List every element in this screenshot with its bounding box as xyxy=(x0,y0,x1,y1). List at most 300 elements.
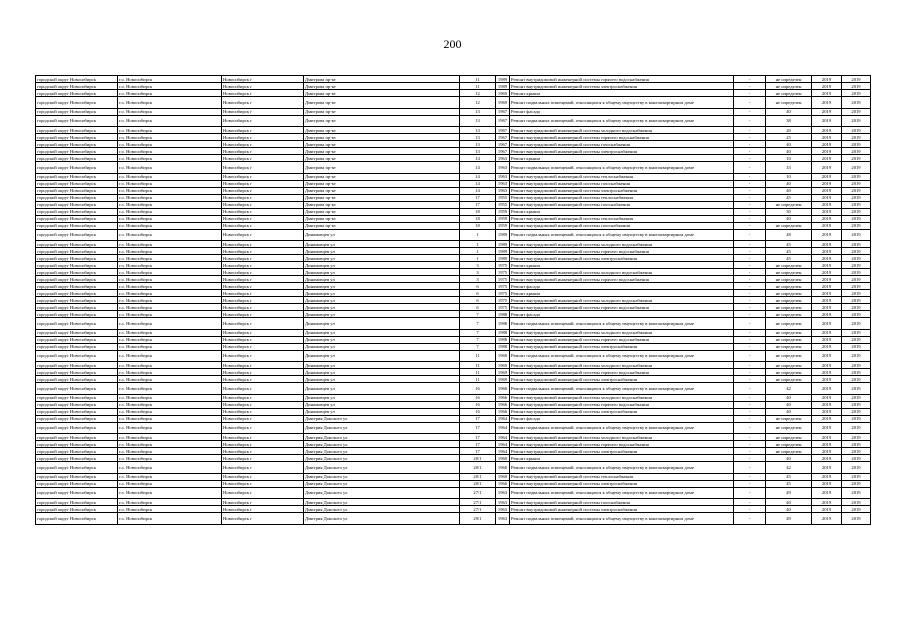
year-start-cell: 2019 xyxy=(812,336,842,343)
build-year-cell: 1975 xyxy=(496,290,510,297)
volume-cell: не определен xyxy=(766,369,812,376)
house-number-cell: 16 xyxy=(460,394,496,401)
work-type-cell: Ремонт внутридомовой инженерной системы газоснабжения xyxy=(510,201,734,208)
year-start-cell: 2019 xyxy=(812,350,842,362)
year-start-cell: 2019 xyxy=(812,506,842,513)
table-row xyxy=(36,155,871,162)
settlement-cell: г.о. Новосибирск xyxy=(118,187,222,194)
work-type-cell: Ремонт фасада xyxy=(510,311,734,318)
house-number-cell: 18 xyxy=(460,208,496,215)
table-row xyxy=(36,148,871,155)
municipality-cell: городской округ Новосибирск xyxy=(36,329,118,336)
work-type-cell: Ремонт внутридомовой инженерной системы электроснабжения xyxy=(510,376,734,383)
work-type-cell: Ремонт подвальных помещений, относящихся к общему имуществу в многоквартирном доме xyxy=(510,422,734,434)
dash-cell: - xyxy=(734,127,766,134)
volume-cell: 45 xyxy=(766,248,812,255)
dash-cell: - xyxy=(734,283,766,290)
municipality-cell: городской округ Новосибирск xyxy=(36,215,118,222)
settlement-cell: г.о. Новосибирск xyxy=(118,262,222,269)
year-start-cell: 2019 xyxy=(812,108,842,115)
dash-cell: - xyxy=(734,304,766,311)
street-cell: Дмитрия Донского ул xyxy=(304,480,460,487)
street-cell: Динамовцев ул xyxy=(304,311,460,318)
settlement-cell: г.о. Новосибирск xyxy=(118,408,222,415)
build-year-cell: 1969 xyxy=(496,350,510,362)
dash-cell: - xyxy=(734,408,766,415)
year-end-cell: 2019 xyxy=(842,350,871,362)
work-type-cell: Ремонт внутридомовой инженерной системы электроснабжения xyxy=(510,83,734,90)
year-end-cell: 2019 xyxy=(842,369,871,376)
year-start-cell: 2019 xyxy=(812,134,842,141)
city-cell: Новосибирск г xyxy=(222,269,304,276)
street-cell: Динамовцев ул xyxy=(304,255,460,262)
table-row xyxy=(36,208,871,215)
settlement-cell: г.о. Новосибирск xyxy=(118,276,222,283)
year-end-cell: 2019 xyxy=(842,283,871,290)
municipality-cell: городской округ Новосибирск xyxy=(36,148,118,155)
year-start-cell: 2019 xyxy=(812,222,842,229)
house-number-cell: 16 xyxy=(460,383,496,395)
dash-cell: - xyxy=(734,487,766,499)
table-row xyxy=(36,269,871,276)
city-cell: Новосибирск г xyxy=(222,473,304,480)
dash-cell: - xyxy=(734,434,766,441)
city-cell: Новосибирск г xyxy=(222,255,304,262)
municipality-cell: городской округ Новосибирск xyxy=(36,473,118,480)
house-number-cell: 12 xyxy=(460,90,496,97)
city-cell: Новосибирск г xyxy=(222,248,304,255)
volume-cell: не определен xyxy=(766,304,812,311)
street-cell: Динамовцев ул xyxy=(304,408,460,415)
volume-cell: 45 xyxy=(766,241,812,248)
year-start-cell: 2019 xyxy=(812,434,842,441)
municipality-cell: городской округ Новосибирск xyxy=(36,394,118,401)
build-year-cell: 1988 xyxy=(496,311,510,318)
city-cell: Новосибирск г xyxy=(222,148,304,155)
volume-cell: 38 xyxy=(766,115,812,127)
year-end-cell: 2019 xyxy=(842,408,871,415)
settlement-cell: г.о. Новосибирск xyxy=(118,506,222,513)
year-start-cell: 2019 xyxy=(812,229,842,241)
build-year-cell: 1988 xyxy=(496,329,510,336)
house-number-cell: 7 xyxy=(460,336,496,343)
table-row xyxy=(36,134,871,141)
work-type-cell: Ремонт подвальных помещений, относящихся к общему имуществу в многоквартирном доме xyxy=(510,97,734,109)
year-start-cell: 2019 xyxy=(812,401,842,408)
settlement-cell: г.о. Новосибирск xyxy=(118,318,222,330)
build-year-cell: 1960 xyxy=(496,473,510,480)
year-start-cell: 2019 xyxy=(812,276,842,283)
build-year-cell: 1964 xyxy=(496,448,510,455)
municipality-cell: городской округ Новосибирск xyxy=(36,383,118,395)
dash-cell: - xyxy=(734,262,766,269)
city-cell: Новосибирск г xyxy=(222,187,304,194)
year-start-cell: 2019 xyxy=(812,329,842,336)
year-end-cell: 2019 xyxy=(842,97,871,109)
city-cell: Новосибирск г xyxy=(222,408,304,415)
year-end-cell: 2019 xyxy=(842,222,871,229)
work-type-cell: Ремонт внутридомовой инженерной системы горячего водоснабжения xyxy=(510,134,734,141)
volume-cell: не определен xyxy=(766,311,812,318)
year-end-cell: 2019 xyxy=(842,108,871,115)
volume-cell: не определен xyxy=(766,83,812,90)
build-year-cell: 1975 xyxy=(496,269,510,276)
settlement-cell: г.о. Новосибирск xyxy=(118,394,222,401)
street-cell: Динамовцев ул xyxy=(304,362,460,369)
municipality-cell: городской округ Новосибирск xyxy=(36,162,118,174)
dash-cell: - xyxy=(734,513,766,525)
settlement-cell: г.о. Новосибирск xyxy=(118,441,222,448)
dash-cell: - xyxy=(734,506,766,513)
city-cell: Новосибирск г xyxy=(222,487,304,499)
street-cell: Динамовцев ул xyxy=(304,343,460,350)
year-start-cell: 2019 xyxy=(812,208,842,215)
year-end-cell: 2019 xyxy=(842,415,871,422)
dash-cell: - xyxy=(734,90,766,97)
settlement-cell: г.о. Новосибирск xyxy=(118,513,222,525)
city-cell: Новосибирск г xyxy=(222,276,304,283)
house-number-cell: 17 xyxy=(460,448,496,455)
year-start-cell: 2019 xyxy=(812,318,842,330)
municipality-cell: городской округ Новосибирск xyxy=(36,127,118,134)
build-year-cell: 1989 xyxy=(496,248,510,255)
work-type-cell: Ремонт внутридомовой инженерной системы теплоснабжения xyxy=(510,215,734,222)
municipality-cell: городской округ Новосибирск xyxy=(36,229,118,241)
year-start-cell: 2019 xyxy=(812,162,842,174)
table-row xyxy=(36,336,871,343)
work-type-cell: Ремонт фасада xyxy=(510,108,734,115)
house-number-cell: 27/1 xyxy=(460,487,496,499)
dash-cell: - xyxy=(734,187,766,194)
street-cell: Дмитрия Донского ул xyxy=(304,473,460,480)
street-cell: Дмитрова пр-кт xyxy=(304,208,460,215)
settlement-cell: г.о. Новосибирск xyxy=(118,336,222,343)
street-cell: Дмитрия Донского ул xyxy=(304,441,460,448)
settlement-cell: г.о. Новосибирск xyxy=(118,201,222,208)
house-number-cell: 6 xyxy=(460,297,496,304)
city-cell: Новосибирск г xyxy=(222,162,304,174)
city-cell: Новосибирск г xyxy=(222,76,304,83)
settlement-cell: г.о. Новосибирск xyxy=(118,229,222,241)
city-cell: Новосибирск г xyxy=(222,376,304,383)
year-end-cell: 2019 xyxy=(842,155,871,162)
year-end-cell: 2019 xyxy=(842,276,871,283)
street-cell: Дмитрия Донского ул xyxy=(304,506,460,513)
year-start-cell: 2019 xyxy=(812,115,842,127)
table-row xyxy=(36,83,871,90)
work-type-cell: Ремонт внутридомовой инженерной системы холодного водоснабжения xyxy=(510,362,734,369)
city-cell: Новосибирск г xyxy=(222,462,304,474)
build-year-cell: 1969 xyxy=(496,90,510,97)
dash-cell: - xyxy=(734,276,766,283)
volume-cell: не определен xyxy=(766,441,812,448)
city-cell: Новосибирск г xyxy=(222,241,304,248)
street-cell: Дмитрова пр-кт xyxy=(304,127,460,134)
dash-cell: - xyxy=(734,134,766,141)
settlement-cell: г.о. Новосибирск xyxy=(118,415,222,422)
volume-cell: не определен xyxy=(766,362,812,369)
volume-cell: не определен xyxy=(766,283,812,290)
settlement-cell: г.о. Новосибирск xyxy=(118,97,222,109)
street-cell: Динамовцев ул xyxy=(304,369,460,376)
table-row xyxy=(36,127,871,134)
house-number-cell: 13 xyxy=(460,141,496,148)
settlement-cell: г.о. Новосибирск xyxy=(118,173,222,180)
build-year-cell: 1964 xyxy=(496,434,510,441)
table-row xyxy=(36,441,871,448)
table-row xyxy=(36,415,871,422)
table-row xyxy=(36,462,871,474)
year-end-cell: 2019 xyxy=(842,455,871,462)
dash-cell: - xyxy=(734,97,766,109)
dash-cell: - xyxy=(734,115,766,127)
work-type-cell: Ремонт крыши xyxy=(510,290,734,297)
year-end-cell: 2019 xyxy=(842,311,871,318)
municipality-cell: городской округ Новосибирск xyxy=(36,155,118,162)
house-number-cell: 16 xyxy=(460,408,496,415)
year-end-cell: 2019 xyxy=(842,506,871,513)
volume-cell: не определен xyxy=(766,90,812,97)
settlement-cell: г.о. Новосибирск xyxy=(118,108,222,115)
street-cell: Дмитрия Донского ул xyxy=(304,434,460,441)
settlement-cell: г.о. Новосибирск xyxy=(118,401,222,408)
city-cell: Новосибирск г xyxy=(222,422,304,434)
build-year-cell: 1963 xyxy=(496,162,510,174)
volume-cell: не определен xyxy=(766,290,812,297)
house-number-cell: 17 xyxy=(460,201,496,208)
municipality-cell: городской округ Новосибирск xyxy=(36,180,118,187)
municipality-cell: городской округ Новосибирск xyxy=(36,304,118,311)
settlement-cell: г.о. Новосибирск xyxy=(118,127,222,134)
table-row xyxy=(36,97,871,109)
volume-cell: 40 xyxy=(766,215,812,222)
dash-cell: - xyxy=(734,222,766,229)
year-end-cell: 2019 xyxy=(842,148,871,155)
table-row xyxy=(36,241,871,248)
settlement-cell: г.о. Новосибирск xyxy=(118,448,222,455)
work-type-cell: Ремонт внутридомовой инженерной системы электроснабжения xyxy=(510,448,734,455)
settlement-cell: г.о. Новосибирск xyxy=(118,248,222,255)
municipality-cell: городской округ Новосибирск xyxy=(36,311,118,318)
year-end-cell: 2019 xyxy=(842,180,871,187)
year-end-cell: 2019 xyxy=(842,499,871,506)
year-start-cell: 2019 xyxy=(812,83,842,90)
year-end-cell: 2019 xyxy=(842,241,871,248)
municipality-cell: городской округ Новосибирск xyxy=(36,269,118,276)
year-start-cell: 2019 xyxy=(812,215,842,222)
year-end-cell: 2019 xyxy=(842,187,871,194)
volume-cell: не определен xyxy=(766,329,812,336)
house-number-cell: 14 xyxy=(460,162,496,174)
volume-cell: 10 xyxy=(766,155,812,162)
year-end-cell: 2019 xyxy=(842,362,871,369)
volume-cell: не определен xyxy=(766,376,812,383)
work-type-cell: Ремонт подвальных помещений, относящихся к общему имуществу в многоквартирном доме xyxy=(510,318,734,330)
year-start-cell: 2019 xyxy=(812,422,842,434)
street-cell: Динамовцев ул xyxy=(304,241,460,248)
table-row xyxy=(36,248,871,255)
volume-cell: 40 xyxy=(766,455,812,462)
street-cell: Дмитрова пр-кт xyxy=(304,115,460,127)
year-end-cell: 2019 xyxy=(842,90,871,97)
table-row xyxy=(36,297,871,304)
municipality-cell: городской округ Новосибирск xyxy=(36,362,118,369)
volume-cell: не определен xyxy=(766,262,812,269)
street-cell: Дмитрия Донского ул xyxy=(304,448,460,455)
build-year-cell: 1975 xyxy=(496,262,510,269)
year-end-cell: 2019 xyxy=(842,76,871,83)
municipality-cell: городской округ Новосибирск xyxy=(36,115,118,127)
year-end-cell: 2019 xyxy=(842,318,871,330)
year-start-cell: 2019 xyxy=(812,480,842,487)
volume-cell: 42 xyxy=(766,383,812,395)
table-row xyxy=(36,180,871,187)
city-cell: Новосибирск г xyxy=(222,173,304,180)
build-year-cell: 1960 xyxy=(496,480,510,487)
volume-cell: не определен xyxy=(766,222,812,229)
house-number-cell: 6 xyxy=(460,283,496,290)
work-type-cell: Ремонт внутридомовой инженерной системы теплоснабжения xyxy=(510,473,734,480)
settlement-cell: г.о. Новосибирск xyxy=(118,422,222,434)
street-cell: Дмитрова пр-кт xyxy=(304,134,460,141)
street-cell: Динамовцев ул xyxy=(304,318,460,330)
dash-cell: - xyxy=(734,422,766,434)
municipality-cell: городской округ Новосибирск xyxy=(36,343,118,350)
build-year-cell: 1963 xyxy=(496,173,510,180)
dash-cell: - xyxy=(734,173,766,180)
house-number-cell: 29/1 xyxy=(460,513,496,525)
street-cell: Дмитрия Донского ул xyxy=(304,455,460,462)
street-cell: Дмитрова пр-кт xyxy=(304,108,460,115)
street-cell: Дмитрова пр-кт xyxy=(304,215,460,222)
year-end-cell: 2019 xyxy=(842,343,871,350)
dash-cell: - xyxy=(734,383,766,395)
volume-cell: 48 xyxy=(766,229,812,241)
street-cell: Динамовцев ул xyxy=(304,350,460,362)
municipality-cell: городской округ Новосибирск xyxy=(36,462,118,474)
year-end-cell: 2019 xyxy=(842,255,871,262)
settlement-cell: г.о. Новосибирск xyxy=(118,362,222,369)
dash-cell: - xyxy=(734,318,766,330)
municipality-cell: городской округ Новосибирск xyxy=(36,401,118,408)
work-type-cell: Ремонт внутридомовой инженерной системы горячего водоснабжения xyxy=(510,369,734,376)
work-type-cell: Ремонт крыши xyxy=(510,208,734,215)
house-number-cell: 7 xyxy=(460,311,496,318)
street-cell: Дмитрова пр-кт xyxy=(304,173,460,180)
work-type-cell: Ремонт внутридомовой инженерной системы электроснабжения xyxy=(510,343,734,350)
work-type-cell: Ремонт внутридомовой инженерной системы холодного водоснабжения xyxy=(510,329,734,336)
year-end-cell: 2019 xyxy=(842,462,871,474)
year-end-cell: 2019 xyxy=(842,329,871,336)
year-start-cell: 2019 xyxy=(812,141,842,148)
municipality-cell: городской округ Новосибирск xyxy=(36,455,118,462)
volume-cell: 40 xyxy=(766,187,812,194)
dash-cell: - xyxy=(734,311,766,318)
municipality-cell: городской округ Новосибирск xyxy=(36,336,118,343)
city-cell: Новосибирск г xyxy=(222,311,304,318)
work-type-cell: Ремонт внутридомовой инженерной системы холодного водоснабжения xyxy=(510,269,734,276)
municipality-cell: городской округ Новосибирск xyxy=(36,97,118,109)
year-end-cell: 2019 xyxy=(842,441,871,448)
volume-cell: 30 xyxy=(766,208,812,215)
street-cell: Динамовцев ул xyxy=(304,229,460,241)
settlement-cell: г.о. Новосибирск xyxy=(118,269,222,276)
build-year-cell: 1989 xyxy=(496,76,510,83)
street-cell: Дмитрия Донского ул xyxy=(304,513,460,525)
table-row xyxy=(36,229,871,241)
year-start-cell: 2019 xyxy=(812,369,842,376)
volume-cell: 40 xyxy=(766,506,812,513)
city-cell: Новосибирск г xyxy=(222,194,304,201)
settlement-cell: г.о. Новосибирск xyxy=(118,141,222,148)
work-type-cell: Ремонт внутридомовой инженерной системы холодного водоснабжения xyxy=(510,394,734,401)
year-start-cell: 2019 xyxy=(812,290,842,297)
house-number-cell: 18 xyxy=(460,215,496,222)
city-cell: Новосибирск г xyxy=(222,480,304,487)
year-end-cell: 2019 xyxy=(842,401,871,408)
house-number-cell: 17 xyxy=(460,422,496,434)
year-start-cell: 2019 xyxy=(812,283,842,290)
street-cell: Динамовцев ул xyxy=(304,376,460,383)
dash-cell: - xyxy=(734,155,766,162)
house-number-cell: 17 xyxy=(460,194,496,201)
page-number: 200 xyxy=(443,37,462,51)
volume-cell: не определен xyxy=(766,336,812,343)
year-end-cell: 2019 xyxy=(842,194,871,201)
work-type-cell: Ремонт внутридомовой инженерной системы холодного водоснабжения xyxy=(510,127,734,134)
year-start-cell: 2019 xyxy=(812,408,842,415)
year-end-cell: 2019 xyxy=(842,376,871,383)
settlement-cell: г.о. Новосибирск xyxy=(118,115,222,127)
street-cell: Динамовцев ул xyxy=(304,383,460,395)
build-year-cell: 1975 xyxy=(496,297,510,304)
table-row xyxy=(36,201,871,208)
build-year-cell: 1975 xyxy=(496,283,510,290)
volume-cell: 40 xyxy=(766,108,812,115)
city-cell: Новосибирск г xyxy=(222,513,304,525)
settlement-cell: г.о. Новосибирск xyxy=(118,290,222,297)
settlement-cell: г.о. Новосибирск xyxy=(118,434,222,441)
volume-cell: 40 xyxy=(766,499,812,506)
year-end-cell: 2019 xyxy=(842,201,871,208)
city-cell: Новосибирск г xyxy=(222,283,304,290)
street-cell: Динамовцев ул xyxy=(304,290,460,297)
work-type-cell: Ремонт внутридомовой инженерной системы горячего водоснабжения xyxy=(510,441,734,448)
volume-cell: 42 xyxy=(766,462,812,474)
work-type-cell: Ремонт подвальных помещений, относящихся к общему имуществу в многоквартирном доме xyxy=(510,513,734,525)
dash-cell: - xyxy=(734,455,766,462)
table-row xyxy=(36,276,871,283)
municipality-cell: городской округ Новосибирск xyxy=(36,276,118,283)
work-type-cell: Ремонт внутридомовой инженерной системы горячего водоснабжения xyxy=(510,401,734,408)
street-cell: Динамовцев ул xyxy=(304,276,460,283)
city-cell: Новосибирск г xyxy=(222,401,304,408)
year-start-cell: 2019 xyxy=(812,201,842,208)
settlement-cell: г.о. Новосибирск xyxy=(118,222,222,229)
table-row xyxy=(36,473,871,480)
work-type-cell: Ремонт подвальных помещений, относящихся к общему имуществу в многоквартирном доме xyxy=(510,350,734,362)
house-number-cell: 1 xyxy=(460,248,496,255)
municipality-cell: городской округ Новосибирск xyxy=(36,376,118,383)
table-row xyxy=(36,76,871,83)
year-start-cell: 2019 xyxy=(812,415,842,422)
year-end-cell: 2019 xyxy=(842,422,871,434)
street-cell: Дмитрова пр-кт xyxy=(304,90,460,97)
house-number-cell: 18 xyxy=(460,222,496,229)
table-row xyxy=(36,455,871,462)
year-end-cell: 2019 xyxy=(842,394,871,401)
year-start-cell: 2019 xyxy=(812,180,842,187)
